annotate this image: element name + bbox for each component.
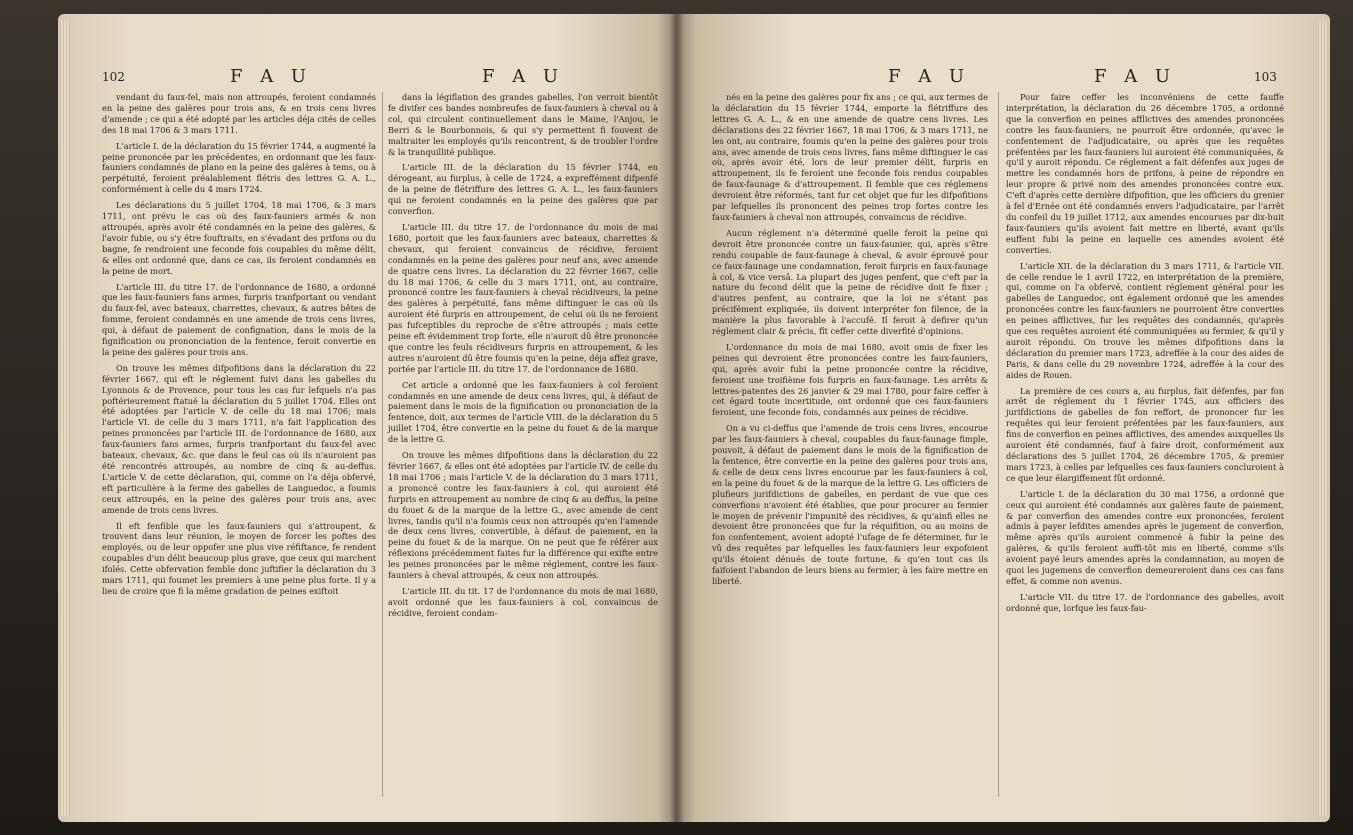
left-column-2	[388, 92, 658, 624]
paragraph: Cet article a ordonné que les faux-fauniers à col feroient condamnés en une amende de deux cens livres, qui, à défaut de paiement dans le mois de la fignification ou prononciation de la fentence, doit, aux termes de l'article VIII. de la déclaration du 5 juillet 1704, être convertie en la peine du fouet & de la marque de la lettre G.	[388, 379, 658, 445]
left-page	[58, 14, 676, 822]
paragraph: L'article III. du titre 17. de l'ordonnance du mois de mai 1680, portoit que les faux-fauniers avec bateaux, charrettes & chevaux, qui feroient convaincus de récidive, feroient condamnés en la peine des galères pour neuf ans, avec amende de quatre cens livres. La déclaration du 22 février 1667, celle du 18 mai 1706, & celle du 3 mars 1711, ont, au contraire, prononcé contre les faux-fauniers à cheval récidiveurs, la peine des galères à perpétuité, fans même diftinguer le cas où ils auroient été furpris en attroupement, de celui où ils ne feroient pas fufceptibles du reproche de s'être attroupés ; mais cette peine eft évidemment trop forte, elle n'auroit dû être prononcée que contre les feuls récidiveurs furpris en attroupement, & les autres n'auroient dû être foumis qu'en la peine, déja affez grave, portée par l'article III. du titre 17. de l'ordonnance de 1680.	[388, 221, 658, 374]
paragraph: dans la légiflation des grandes gabelles, l'on verroit bientôt fe divifer ces bandes nombreufes de faux-fauniers à cheval ou à col, qui circulent continuellement dans le Maine, l'Anjou, le Berri & le Bourbonnois, & qui s'y permettent fi fouvent de maltraiter les employés qu'ils rencontrent, & de troubler l'ordre & la tranquillité publique.	[388, 92, 658, 157]
paragraph: vendant du faux-fel, mais non attroupés, feroient condamnés en la peine des galères pour trois ans, & en trois cens livres d'amende ; ce qui a été adopté par les articles déja cités de celles des 18 mai 1706 & 3 mars 1711.	[102, 92, 376, 135]
paragraph: L'article VII. du titre 17. de l'ordonnance des gabelles, avoit ordonné que, lorfque les faux-fau-	[1006, 591, 1284, 613]
left-column-1	[102, 92, 376, 602]
book-gutter	[670, 14, 684, 822]
left-header-1: F A U	[230, 66, 313, 87]
right-page	[676, 14, 1330, 822]
paragraph: L'article I. de la déclaration du 30 mai 1756, a ordonné que ceux qui auroient été condamnés aux galères faute de paiement, & par converfion des amendes contre eux prononcées, feroient admis à payer lefdites amendes après le jugement de converfion, même après qu'ils auroient commencé à fubir la peine des galères, & qu'ils feroient auffi-tôt mis en liberté, comme s'ils avoient payé leurs amendes après la condamnation, au moyen de quoi les jugemens de converfion demeureroient dans ces cas fans effet, & comme non avenus.	[1006, 488, 1284, 586]
right-page-number: 103	[1254, 70, 1277, 84]
paragraph: Il eft fenfible que les faux-fauniers qui s'attroupent, & trouvent dans leur réunion, le moyen de forcer les poftes des employés, ou de leur oppofer une plus vive réfiftance, fe rendent coupables d'un délit beaucoup plus grave, que ceux qui marchent ifolés. Cette obfervation femble donc juftifier la déclaration du 3 mars 1711, qui foumet les premiers à une peine plus forte. Il y a lieu de croire que fi la même gradation de peines exiftoit	[102, 520, 376, 596]
paragraph: L'article XII. de la déclaration du 3 mars 1711, & l'article VII. de celle rendue le 1 avril 1722, en interprétation de la première, qui, comme on l'a obfervé, contient réglement général pour les gabelles de Languedoc, ont également ordonné que les amendes prononcées contre les faux-fauniers ne pourroient être converties en peines afflictives, fur les requêtes des condamnés, qu'après que ces requêtes auroient été communiquées au fermier, & qu'il y auroit répondu. On trouve les mêmes difpofitions dans la déclaration du premier mars 1723, adreffée à la cour des aides de Paris, & dans celle du 29 novembre 1724, adreffée à la cour des aides de Rouen.	[1006, 260, 1284, 380]
open-book	[58, 14, 1330, 822]
paragraph: On trouve les mêmes difpofitions dans la déclaration du 22 février 1667, & elles ont été adoptées par l'article IV. de celle du 18 mai 1706 ; mais l'article V. de la déclaration du 3 mars 1711, a prononcé contre les faux-fauniers à col, qui auroient été furpris en attroupement au nombre de cinq & au deffus, la peine du fouet & de la marque de la lettre G., avec amende de cent livres, tandis qu'il n'a foumis ceux non attroupés qu'en l'amende de deux cens livres, convertible, à défaut de paiement, en la peine du fouet & de la marque. On ne peut que fe référer aux réflexions précédemment faites fur la différence qui exifte entre les peines prononcées par le même réglement, contre les faux-fauniers à cheval attroupés, & ceux non attroupés.	[388, 450, 658, 581]
left-page-number: 102	[102, 70, 125, 84]
column-rule	[382, 92, 383, 797]
right-column-2	[1006, 92, 1284, 619]
paragraph: On trouve les mêmes difpofitions dans la déclaration du 22 février 1667, qui eft le réglement fuivi dans les gabelles du Lyonnois & de Provence, pour tous les cas fur lefquels n'a pas poftérieurement ftatué la déclaration du 5 juillet 1704. Elles ont été adoptées par l'article V. de celle du 18 mai 1706; mais l'article VI. de celle du 3 mars 1711, n'a fait l'application des peines prononcées par l'article III. de l'ordonnance de 1680, aux faux-fauniers fans armes, furpris tranfportant du faux-fel avec bateaux, chevaux, &c. que dans le feul cas où ils n'auroient pas été rencontrés attroupés, au nombre de cinq & au-deffus. L'article V. de cette déclaration, qui, comme on l'a déja obfervé, eft particulière à la ferme des gabelles de Languedoc, a foumis ceux attroupés, en la peine des galères pour trois ans, avec amende de trois cens livres.	[102, 362, 376, 515]
paragraph: nés en la peine des galères pour fix ans ; ce qui, aux termes de la déclaration du 15 février 1744, emporte la flétriffure des lettres G. A. L., & en une amende de quatre cens livres. Les déclarations des 22 février 1667, 18 mai 1706, & 3 mars 1711, ne les ont, au contraire, foumis qu'en la peine des galères pour trois ans, avec amende de trois cens livres, fans même diftinguer le cas où, après avoir été, lors de leur premier délit, furpris en attroupement, ils fe feroient une feconde fois rendus coupables de faux-faunage & d'attroupement. Il femble que ces réglemens devroient être réformés, tant fur cet objet que fur les difpofitions par lefquelles ils prononcent des peines trop fortes contre les faux-fauniers à cheval non attroupés, convaincus de récidive.	[712, 92, 988, 222]
paragraph: L'article III. de la déclaration du 15 février 1744, en dérogeant, au furplus, à celle de 1724, a expreffément difpenfé de la peine de flétriffure des lettres G. A. L., les faux-fauniers qui ne feroient condamnés en la peine des galères que par converfion.	[388, 162, 658, 217]
paragraph: La première de ces cours a, au furplus, fait défenfes, par fon arrêt de réglement du 1 février 1745, aux officiers des jurifdictions de gabelles de fon reffort, de prononcer fur les requêtes qui leur feroient préfentées par les faux-fauniers, aux fins de converfion en peines afflictives, des amendes auxquelles ils auroient été condamnés, fauf à faire droit, conformément aux déclarations des 5 juillet 1704, 26 décembre 1705, & premier mars 1723, à celles par lefquelles ces faux-fauniers concluroient à ce que leur élargiffement fût ordonné.	[1006, 385, 1284, 483]
paragraph: Aucun réglement n'a déterminé quelle feroit la peine qui devroit être prononcée contre un faux-faunier, qui, après s'être rendu coupable de faux-faunage à cheval, & avoir éprouvé pour ce faux-faunage une condamnation, feroit furpris en faux-faunage à col, & vice versâ. La plupart des juges penfent, que c'eft par la nature du fecond délit que la peine de récidive doit fe fixer ; d'autres penfent, au contraire, que la loi ne s'étant pas précifément expliquée, ils doivent interpréter fon filence, de la manière la plus favorable à l'accufé. Il feroit à defirer qu'un réglement clair & précis, fît ceffer cette diverfité d'opinions.	[712, 227, 988, 337]
column-rule	[998, 92, 999, 797]
right-column-1	[712, 92, 988, 592]
paragraph: Les déclarations du 5 juillet 1704, 18 mai 1706, & 3 mars 1711, ont prévu le cas où des faux-fauniers armés & non attroupés, après avoir été condamnés en la peine des galères, & l'avoir fubie, ou s'y étre fouftraits, en s'évadant des prifons ou du bagne, fe rendroient une feconde fois coupables du même délit, & elles ont ordonné que, dans ce cas, ils feroient condamnés en la peine de mort.	[102, 200, 376, 276]
left-header-2: F A U	[482, 66, 565, 87]
paragraph: Pour faire ceffer les inconvéniens de cette fauffe interprétation, la déclaration du 26 décembre 1705, a ordonné que la converfion en peines afflictives des amendes prononcées contre les faux-fauniers, ne pourroit être ordonnée, qu'avec le confentement de l'adjudicataire, ou après que les requêtes préfentées par les faux-fauniers lui auroient été communiquées, & qu'il y auroit répondu. Ce réglement a fait défenfes aux juges de mettre les condamnés hors de prifons, à peine de répondre en leur propre & privé nom des amendes prononcées contre eux. C'eft d'après cette dernière difpofition, que les officiers du grenier à fel d'Ernée ont été condamnés envers l'adjudicataire, par l'arrêt du confeil du 19 juillet 1712, aux amendes encourues par dix-huit faux-fauniers qu'ils avoient fait mettre en liberté, avant qu'ils euffent fubi la peine en laquelle ces amendes avoient été converties.	[1006, 92, 1284, 255]
paragraph: L'ordonnance du mois de mai 1680, avoit omis de fixer les peines qui devroient être prononcées contre les faux-fauniers, qui, après avoir fubi la peine prononcée contre la récidive, feroient une troifième fois furpris en faux-faunage. Les arrêts & lettres-patentes des 26 janvier & 29 mai 1780, pour faire ceffer à cet égard toute incertitude, ont ordonné que ces faux-fauniers feroient, une feconde fois, condamnés aux peines de récidive.	[712, 341, 988, 418]
right-page-edge	[1318, 20, 1328, 816]
paragraph: On a vu ci-deffus que l'amende de trois cens livres, encourue par les faux-fauniers à cheval, coupables du faux-faunage fimple, pouvoit, à défaut de paiement dans le mois de la fignification de la fentence, être convertie en la peine des galères pour trois ans, & celle de deux cens livres encourue par les faux-fauniers à col, en la peine du fouet & de la marque de la lettre G. Les officiers de plufieurs jurifdictions de gabelles, en perdant de vue que ces converfions n'avoient été établies, que pour procurer au fermier le moyen de prévenir l'impunité des récidives, & qu'ainfi elles ne devoient être prononcées que fur la réquifition, ou au moins de fon confentement, avoient adopté l'ufage de fe déterminer, fur le vû des requêtes par lefquelles les faux-fauniers leur expofoient qu'ils étoient dénués de toute fortune, & qu'en tout cas ils faifoient l'abandon de leurs biens au fermier, à les faire mettre en liberté.	[712, 423, 988, 586]
paragraph: L'article III. du titre 17. de l'ordonnance de 1680, a ordonné que les faux-fauniers fans armes, furpris tranfportant ou vendant du faux-fel, avec bateaux, charrettes, chevaux, & autres bêtes de fomme, feroient condamnés en une amende de trois cens livres, qui, à défaut de paiement de confignation, dans le mois de la fignification ou prononciation de la fentence, feroit convertie en la peine des galères pour trois ans.	[102, 281, 376, 357]
right-header-2: F A U	[1094, 66, 1177, 87]
paragraph: L'article I. de la déclaration du 15 février 1744, a augmenté la peine prononcée par les précédentes, en ordonnant que les faux-fauniers condamnés de plano en la peine des galères à tems, ou à perpétuité, feroient préalablement flétris des lettres G. A. L., conformément à celle du 4 mars 1724.	[102, 140, 376, 195]
paragraph: L'article III. du tit. 17 de l'ordonnance du mois de mai 1680, avoit ordonné que les faux-fauniers à col, convaincus de récidive, feroient condam-	[388, 585, 658, 618]
right-header-1: F A U	[888, 66, 971, 87]
left-page-edge	[60, 20, 70, 816]
